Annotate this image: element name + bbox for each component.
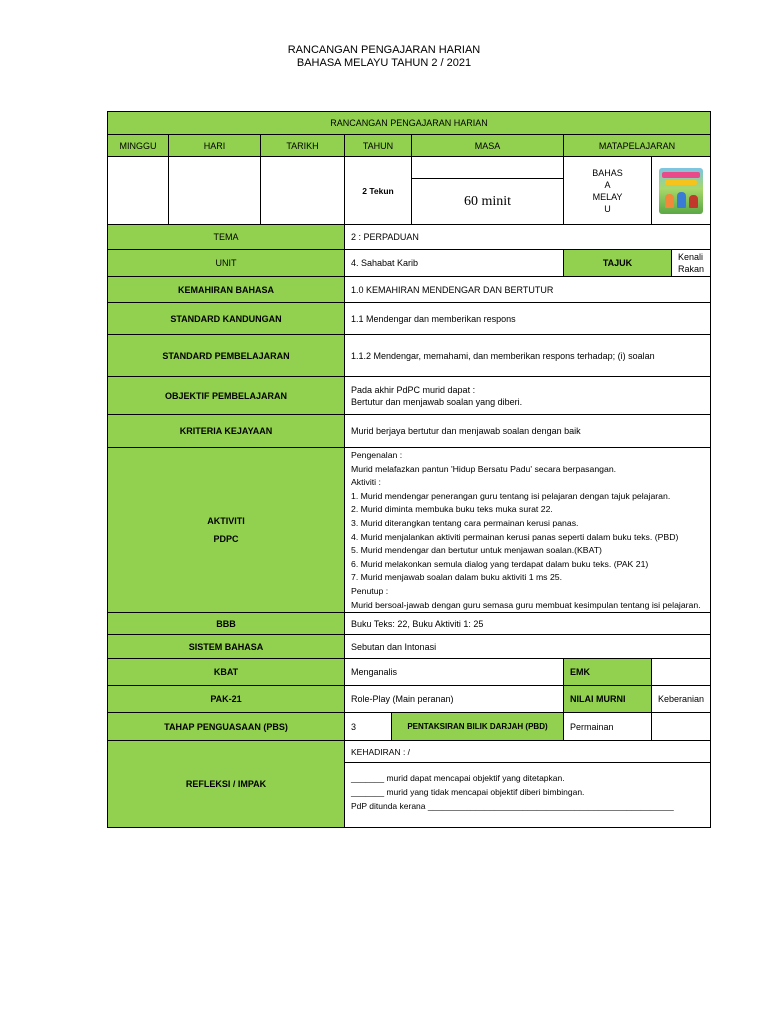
label-sistem-bahasa: SISTEM BAHASA: [108, 635, 345, 659]
document-title-line2: BAHASA MELAYU TAHUN 2 / 2021: [296, 57, 472, 69]
label-standard-kandungan: STANDARD KANDUNGAN: [108, 303, 345, 335]
value-masa: 60 minit: [412, 179, 564, 225]
label-nilai-murni: NILAI MURNI: [564, 686, 652, 713]
refleksi-line: PdP ditunda kerana ____________________________________________________: [351, 801, 674, 812]
aktiviti-line: 1. Murid mendengar penerangan guru tentang isi pelajaran dengan tajuk pelajaran.: [351, 490, 671, 501]
subject-cover-cell: [652, 157, 711, 225]
objektif-line: Bertutur dan menjawab soalan yang diberi.: [351, 396, 523, 407]
value-pbd: Permainan: [564, 713, 652, 741]
value-unit: [345, 250, 564, 277]
label-refleksi: REFLEKSI / IMPAK: [108, 741, 345, 828]
cover-figure: [677, 192, 686, 208]
aktiviti-line: 7. Murid menjawab soalan dalam buku aktiviti 1 ms 25.: [351, 572, 563, 583]
value-emk: [652, 659, 711, 686]
label-bbb: BBB: [108, 613, 345, 635]
value-standard-pembelajaran: 1.1.2 Mendengar, memahami, dan memberikan respons terhadap; (i) soalan: [345, 335, 711, 377]
matapelajaran-line-4: U: [604, 203, 611, 214]
label-objektif: OBJEKTIF PEMBELAJARAN: [108, 377, 345, 415]
label-aktiviti: [108, 448, 345, 613]
value-kriteria: Murid berjaya bertutur dan menjawab soalan dengan baik: [345, 415, 711, 448]
value-hari: [169, 157, 261, 225]
aktiviti-line: 2. Murid diminta membuka buku teks muka surat 22.: [351, 504, 553, 515]
matapelajaran-line-2: A: [604, 179, 611, 190]
aktiviti-line: 4. Murid menjalankan aktiviti permainan kerusi panas seperti dalam buku teks. (PBD): [351, 531, 679, 542]
tajuk-split: [564, 250, 711, 277]
tajuk-inner: [564, 250, 710, 276]
value-matapelajaran: [564, 157, 652, 225]
label-tema: TEMA: [108, 225, 345, 250]
objektif-line: Pada akhir PdPC murid dapat :: [351, 384, 476, 395]
value-tahun: 2 Tekun: [345, 157, 412, 225]
aktiviti-line: 6. Murid melakonkan semula dialog yang terdapat dalam buku teks. (PAK 21): [351, 558, 649, 569]
col-matapelajaran: MATAPELAJARAN: [564, 135, 711, 157]
tahap-pbd-inner: [345, 713, 563, 740]
value-aktiviti: [345, 448, 711, 613]
value-kehadiran: KEHADIRAN : /: [345, 741, 711, 763]
label-kemahiran-bahasa: KEMAHIRAN BAHASA: [108, 277, 345, 303]
value-masa-top: [412, 157, 564, 179]
col-masa: MASA: [412, 135, 564, 157]
tahap-pbd-split: [345, 713, 564, 741]
label-kriteria: KRITERIA KEJAYAAN: [108, 415, 345, 448]
refleksi-line: _______ murid yang tidak mencapai objektif diberi bimbingan.: [351, 787, 585, 798]
aktiviti-line: Pengenalan :: [351, 450, 403, 460]
cover-figure: [665, 194, 674, 208]
value-pbd-extra: [652, 713, 711, 741]
value-tema: 2 : PERPADUAN: [345, 225, 711, 250]
value-refleksi: [345, 763, 711, 828]
col-tahun: TAHUN: [345, 135, 412, 157]
matapelajaran-line-3: MELAY: [592, 191, 623, 202]
refleksi-line: _______ murid dapat mencapai objektif yang ditetapkan.: [351, 773, 565, 784]
value-sistem-bahasa: Sebutan dan Intonasi: [345, 635, 711, 659]
lesson-plan-table: [107, 111, 711, 828]
cover-figure: [689, 195, 698, 208]
cover-subtitle-band: [665, 180, 697, 185]
aktiviti-line: Murid bersoal-jawab dengan guru semasa guru membuat kesimpulan tentang isi pelajaran.: [351, 599, 701, 610]
label-emk: EMK: [564, 659, 652, 686]
aktiviti-line: Aktiviti :: [351, 477, 381, 488]
value-standard-kandungan: 1.1 Mendengar dan memberikan respons: [345, 303, 711, 335]
value-kemahiran-bahasa: 1.0 KEMAHIRAN MENDENGAR DAN BERTUTUR: [345, 277, 711, 303]
label-pak21: PAK-21: [108, 686, 345, 713]
col-minggu: MINGGU: [108, 135, 169, 157]
aktiviti-line: 5. Murid mendengar dan bertutur untuk menjawan soalan.(KBAT): [351, 545, 602, 556]
matapelajaran-line-1: BAHAS: [592, 167, 623, 178]
value-nilai-murni: Keberanian: [652, 686, 711, 713]
value-tahap-penguasaan: 3: [345, 713, 392, 740]
value-tarikh: [261, 157, 345, 225]
aktiviti-line: 3. Murid diterangkan tentang cara permainan kerusi panas.: [351, 517, 579, 528]
col-tarikh: TARIKH: [261, 135, 345, 157]
aktiviti-label-line1: AKTIVITI: [207, 516, 245, 527]
label-standard-pembelajaran: STANDARD PEMBELAJARAN: [108, 335, 345, 377]
aktiviti-line: Murid melafazkan pantun 'Hidup Bersatu Padu' secara berpasangan.: [351, 463, 617, 474]
value-objektif: [345, 377, 711, 415]
col-hari: HARI: [169, 135, 261, 157]
label-pbd: PENTAKSIRAN BILIK DARJAH (PBD): [392, 713, 564, 740]
label-tahap-penguasaan: TAHAP PENGUASAAN (PBS): [108, 713, 345, 741]
value-pak21: Role-Play (Main peranan): [345, 686, 564, 713]
label-unit: UNIT: [108, 250, 345, 277]
value-minggu: [108, 157, 169, 225]
document-title: [0, 44, 768, 70]
value-bbb: Buku Teks: 22, Buku Aktiviti 1: 25: [345, 613, 711, 635]
label-tajuk: TAJUK: [564, 250, 672, 276]
aktiviti-line: Penutup :: [351, 585, 389, 596]
document-title-line1: RANCANGAN PENGAJARAN HARIAN: [287, 44, 481, 56]
cover-title-band: [662, 172, 700, 178]
bahasa-melayu-textbook-cover-icon: [659, 168, 703, 214]
value-kbat: Menganalis: [345, 659, 564, 686]
table-header-title: RANCANGAN PENGAJARAN HARIAN: [108, 112, 711, 135]
unit-text: 4. Sahabat Karib: [351, 258, 419, 268]
value-tajuk: Kenali Rakan: [678, 252, 705, 274]
label-kbat: KBAT: [108, 659, 345, 686]
aktiviti-label-line2: PDPC: [213, 534, 239, 545]
